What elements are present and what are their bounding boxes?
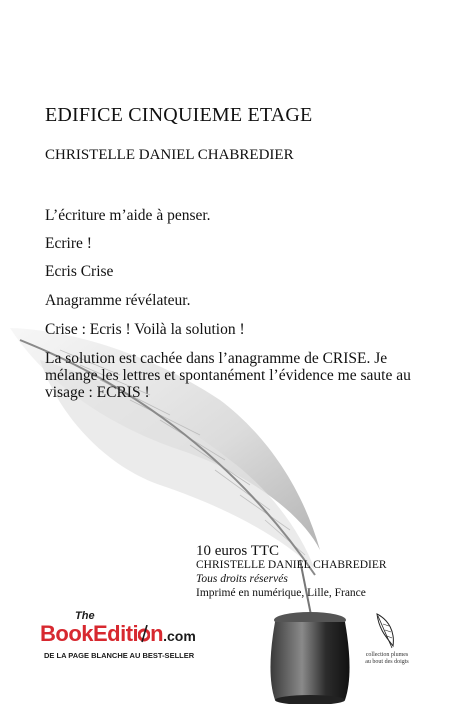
excerpt-line-5: Crise : Ecris ! Voilà la solution ! (45, 321, 245, 338)
price: 10 euros TTC (196, 543, 280, 559)
publication-author: CHRISTELLE DANIEL CHABREDIER (196, 559, 387, 571)
publication-info (196, 543, 387, 600)
collection-mark (363, 612, 411, 682)
logo-edition: Editi (93, 621, 139, 646)
excerpt-paragraph: La solution est cachée dans l’anagramme de CRISE. Je mélange les lettres et spontanément l’évidence me saute au visage : ECRIS ! (45, 350, 411, 401)
excerpt-line-3: Ecris Crise (45, 263, 114, 280)
logo-wordmark (40, 621, 196, 647)
logo-the: The (75, 610, 95, 622)
collection-label: collection plumes au bout des doigts (365, 652, 409, 665)
book-author: CHRISTELLE DANIEL CHABREDIER (45, 147, 294, 163)
logo-book: Book (40, 621, 93, 646)
logo-tagline: DE LA PAGE BLANCHE AU BEST-SELLER (44, 651, 195, 660)
excerpt-line-2: Ecrire ! (45, 235, 92, 252)
logo-com: .com (163, 628, 196, 644)
book-title: EDIFICE CINQUIEME ETAGE (45, 104, 313, 126)
rights-notice: Tous droits réservés (196, 573, 288, 585)
logo-edition-tail: n (150, 621, 164, 646)
excerpt-line-4: Anagramme révélateur. (45, 292, 191, 309)
excerpt-line-1: L’écriture m’aide à penser. (45, 207, 211, 224)
logo-pen-icon (138, 623, 150, 639)
print-notice: Imprimé en numérique, Lille, France (196, 587, 366, 599)
quill-icon (363, 612, 411, 652)
